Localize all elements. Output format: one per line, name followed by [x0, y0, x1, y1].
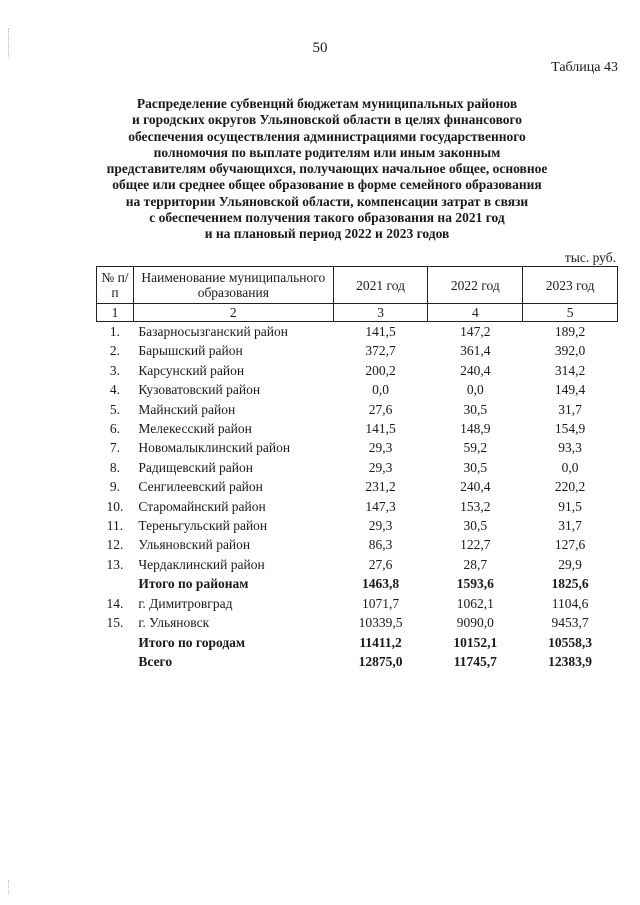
table-total-row: [97, 574, 618, 593]
value-2022: 30,5: [463, 459, 488, 475]
row-number: 13.: [106, 556, 124, 572]
margin-mark-bottom: [8, 880, 10, 894]
title-line: представителям обучающихся, получающих начальное общее, основное: [106, 161, 548, 177]
municipality-name: Тереньгульский район: [138, 518, 268, 534]
value-2023: 29,9: [558, 556, 582, 572]
row-number: 3.: [109, 362, 121, 378]
row-number: [97, 574, 134, 593]
value-2023: 10558,3: [548, 634, 593, 650]
value-2023: 127,6: [554, 537, 586, 553]
table-total-row: [97, 652, 618, 671]
value-2021: 12875,0: [358, 653, 403, 669]
value-2021: 11411,2: [359, 634, 402, 650]
column-index: 3: [333, 304, 428, 322]
row-number: [97, 652, 134, 671]
value-2021: 1463,8: [362, 576, 400, 592]
column-index: 2: [133, 304, 333, 322]
title-line: общее или среднее общее образование в форме семейного образования: [112, 177, 542, 193]
value-2023: 220,2: [554, 479, 586, 495]
header-number: № п/п: [97, 267, 134, 304]
column-index: 5: [523, 304, 618, 322]
value-2023: 91,5: [558, 498, 582, 514]
title-line: с обеспечением получения такого образования на 2021 год: [149, 210, 505, 226]
value-2021: 0,0: [372, 382, 389, 398]
row-number: 8.: [109, 459, 121, 475]
header-2021: 2021 год: [333, 267, 428, 304]
municipality-name: Майнский район: [138, 401, 236, 417]
value-2022: 148,9: [460, 421, 491, 437]
value-2023: 31,7: [558, 401, 582, 417]
table-row: [97, 594, 618, 613]
value-2023: 189,2: [554, 324, 586, 339]
value-2021: 27,6: [368, 556, 393, 572]
value-2022: 11745,7: [453, 653, 497, 669]
table-row: [97, 516, 618, 535]
column-index: 1: [97, 304, 134, 322]
value-2022: 361,4: [460, 343, 491, 359]
table-row: [97, 341, 618, 360]
table-body: [97, 322, 618, 672]
row-number: 10.: [106, 498, 124, 514]
value-2021: 86,3: [368, 537, 393, 553]
table-row: [97, 322, 618, 342]
table-row: [97, 535, 618, 554]
municipality-name: Чердаклинский район: [138, 556, 265, 572]
row-number: 7.: [109, 440, 121, 456]
value-2023: 9453,7: [551, 615, 589, 631]
value-2021: 200,2: [365, 362, 396, 378]
value-2022: 122,7: [460, 537, 491, 553]
table-row: [97, 419, 618, 438]
value-2023: 1825,6: [551, 576, 589, 592]
value-2022: 1062,1: [456, 595, 494, 611]
value-2022: 1593,6: [456, 576, 494, 592]
value-2023: 154,9: [554, 421, 586, 437]
value-2022: 30,5: [463, 401, 488, 417]
value-2022: 59,2: [463, 440, 488, 456]
municipality-name: Новомалыклинский район: [138, 440, 291, 456]
row-number: 11.: [106, 518, 124, 534]
document-title: [92, 96, 562, 243]
municipality-name: Карсунский район: [138, 362, 245, 378]
table-row: [97, 438, 618, 457]
table-row: [97, 477, 618, 496]
value-2023: 314,2: [554, 362, 586, 378]
header-2022: 2022 год: [428, 267, 523, 304]
value-2023: 12383,9: [548, 653, 593, 669]
table-label: Таблица 43: [551, 60, 618, 75]
row-number: 2.: [109, 343, 121, 359]
municipality-name: Базарносызганский район: [138, 324, 289, 339]
value-2022: 240,4: [460, 479, 491, 495]
value-2023: 149,4: [554, 382, 586, 398]
table-row: [97, 400, 618, 419]
header-name: Наименование муниципального образования: [133, 267, 333, 304]
value-2023: 31,7: [558, 518, 582, 534]
value-2023: 93,3: [558, 440, 582, 456]
value-2021: 10339,5: [358, 615, 403, 631]
value-2021: 29,3: [368, 518, 393, 534]
value-2022: 240,4: [460, 362, 491, 378]
value-2021: 372,7: [365, 343, 396, 359]
table-row: [97, 497, 618, 516]
title-line: обеспечения осуществления администрациями государственного: [128, 128, 526, 144]
municipality-name: Сенгилеевский район: [138, 479, 263, 495]
value-2022: 9090,0: [456, 615, 494, 631]
table-row: [97, 361, 618, 380]
value-2021: 29,3: [368, 440, 393, 456]
municipality-name: Кузоватовский район: [138, 382, 261, 398]
value-2023: 392,0: [554, 343, 586, 359]
page-number: 50: [312, 40, 328, 56]
municipality-name: Итого по районам: [138, 576, 249, 592]
value-2023: 0,0: [561, 459, 579, 475]
value-2021: 147,3: [365, 498, 396, 514]
value-2021: 141,5: [365, 421, 396, 437]
title-line: полномочия по выплате родителям или иным законным: [153, 144, 501, 160]
value-2022: 28,7: [463, 556, 488, 572]
column-index: 4: [428, 304, 523, 322]
value-2021: 29,3: [368, 459, 393, 475]
table-row: [97, 613, 618, 632]
value-2022: 147,2: [460, 324, 491, 339]
value-2021: 141,5: [365, 324, 396, 339]
title-line: и на плановый период 2022 и 2023 годов: [204, 226, 450, 242]
value-2022: 0,0: [466, 382, 484, 398]
row-number: 15.: [106, 615, 124, 631]
municipality-name: Радищевский район: [138, 459, 253, 475]
title-line: и городских округов Ульяновской области в целях финансового: [131, 112, 523, 128]
municipality-name: Ульяновский район: [138, 537, 251, 553]
row-number: 6.: [109, 421, 121, 437]
row-number: 9.: [109, 479, 121, 495]
table-row: [97, 555, 618, 574]
units-label: тыс. руб.: [564, 250, 616, 265]
row-number: 12.: [106, 537, 124, 553]
municipality-name: г. Ульяновск: [138, 615, 210, 631]
value-2022: 30,5: [463, 518, 488, 534]
value-2022: 10152,1: [453, 634, 498, 650]
value-2021: 27,6: [368, 401, 393, 417]
row-number: 4.: [109, 382, 121, 398]
header-2023: 2023 год: [523, 267, 618, 304]
municipality-name: Итого по городам: [138, 634, 246, 650]
value-2021: 231,2: [365, 479, 396, 495]
row-number: 5.: [109, 401, 121, 417]
table-row: [97, 458, 618, 477]
municipality-name: Мелекесский район: [138, 421, 252, 437]
table-row: [97, 380, 618, 399]
municipality-name: г. Димитровград: [138, 595, 233, 611]
row-number: 14.: [106, 595, 124, 611]
value-2023: 1104,6: [551, 595, 589, 611]
value-2021: 1071,7: [362, 595, 400, 611]
value-2022: 153,2: [460, 498, 491, 514]
municipality-name: Барышский район: [138, 343, 243, 359]
row-number: 1.: [109, 324, 121, 339]
table-total-row: [97, 633, 618, 652]
subsidy-table: [96, 266, 618, 671]
municipality-name: Всего: [138, 653, 173, 669]
municipality-name: Старомайнский район: [138, 498, 266, 514]
title-line: Распределение субвенций бюджетам муниципальных районов: [136, 96, 518, 111]
row-number: [97, 633, 134, 652]
title-line: на территории Ульяновской области, компенсации затрат в связи: [125, 193, 529, 209]
